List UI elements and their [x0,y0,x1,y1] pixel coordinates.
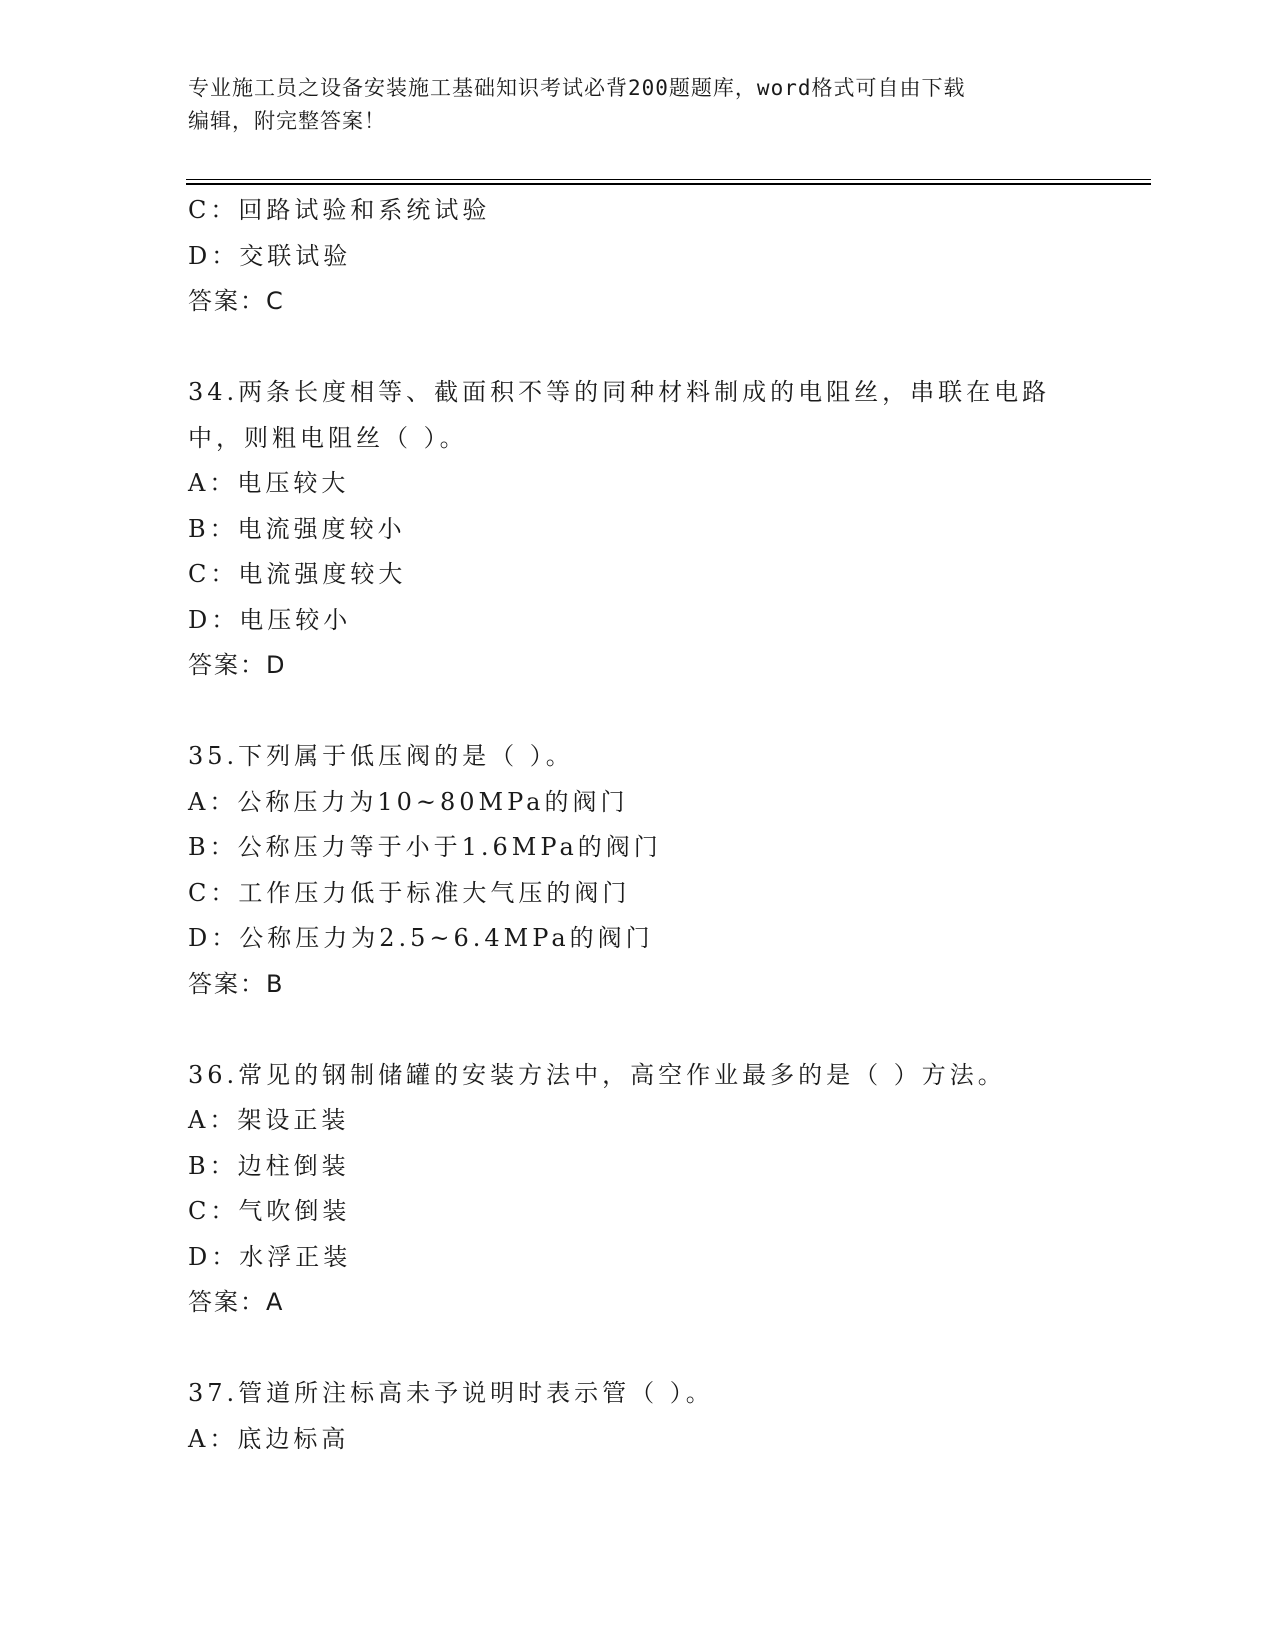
question-list [188,188,1108,1462]
question-34 [188,370,1108,689]
question-stem: 36.常见的钢制储罐的安装方法中，高空作业最多的是（ ）方法。 [188,1060,1006,1089]
question-stem: 35.下列属于低压阀的是（ ）。 [188,742,574,770]
spacer [188,325,1108,371]
option-a: A：电压较大 [188,469,350,497]
option-b: B：公称压力等于小于1.6MPa的阀门 [188,833,662,861]
question-stem-line1: 34.两条长度相等、截面积不等的同种材料制成的电阻丝，串联在电路 [188,378,1051,406]
option-c: C：工作压力低于标准大气压的阀门 [188,878,631,907]
question-33 [188,188,1108,325]
answer: 答案：A [188,1288,285,1316]
option-a: A：底边标高 [188,1424,350,1453]
question-37 [188,1371,1108,1462]
answer: 答案：B [188,969,285,998]
option-b: B：电流强度较小 [188,514,406,543]
question-36 [188,1053,1108,1326]
spacer [188,1007,1108,1053]
answer: 答案：D [188,651,287,679]
option-d: D：公称压力为2.5~6.4MPa的阀门 [188,924,654,952]
question-35 [188,734,1108,1007]
question-stem-line2: 中，则粗电阻丝（ ）。 [188,423,468,452]
option-c: C：回路试验和系统试验 [188,196,491,224]
header-title-line2: 编辑，附完整答案！ [188,109,386,133]
header-divider-bottom [186,183,1151,185]
header-title-line1: 专业施工员之设备安装施工基础知识考试必背200题题库，word格式可自由下载 [188,76,966,100]
option-d: D：水浮正装 [188,1242,352,1271]
option-a: A：架设正装 [188,1106,350,1134]
option-c: C：气吹倒装 [188,1197,351,1225]
option-a: A：公称压力为10~80MPa的阀门 [188,787,629,816]
spacer [188,1326,1108,1372]
option-c: C：电流强度较大 [188,560,407,588]
header-divider-top [186,179,1151,180]
option-d: D：交联试验 [188,241,352,270]
option-b: B：边柱倒装 [188,1151,350,1180]
spacer [188,689,1108,735]
document-header [188,72,1088,138]
question-stem: 37.管道所注标高未予说明时表示管（ ）。 [188,1379,714,1407]
option-d: D：电压较小 [188,605,352,634]
answer: 答案：C [188,287,285,315]
